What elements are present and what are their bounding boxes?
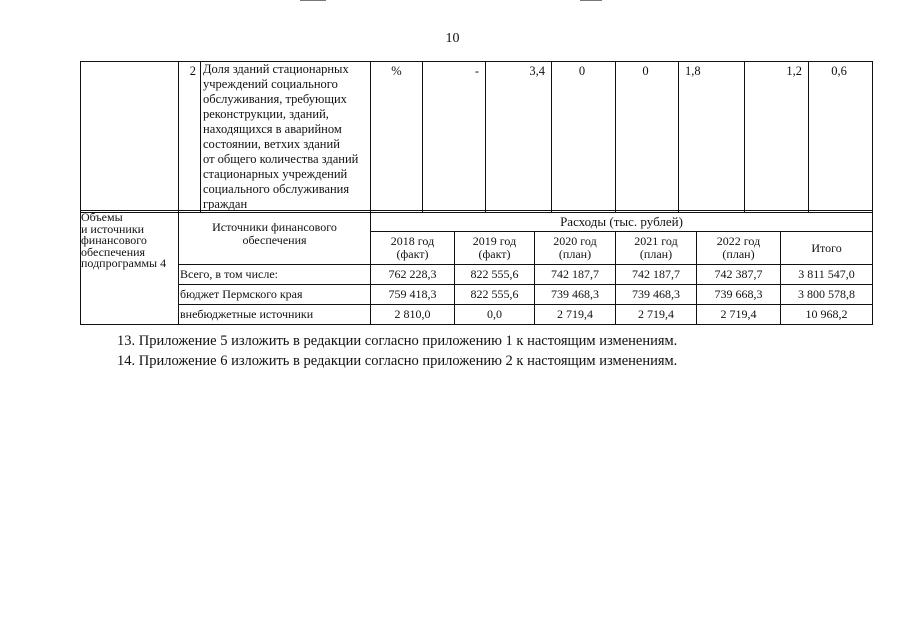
column-header: 2018 год (факт) xyxy=(371,232,455,265)
table-cell: 3 800 578,8 xyxy=(781,285,873,305)
table-cell: 822 555,6 xyxy=(455,285,535,305)
column-header: 2020 год (план) xyxy=(535,232,616,265)
indicator-value: 3,4 xyxy=(486,62,552,213)
indicator-value: 0 xyxy=(552,62,616,213)
table-cell: 742 387,7 xyxy=(697,265,781,285)
indicator-value: 0 xyxy=(616,62,679,213)
table-cell: 2 719,4 xyxy=(616,305,697,325)
indicator-value: 1,8 xyxy=(679,62,745,213)
table-cell: 0,0 xyxy=(455,305,535,325)
source-name: внебюджетные источники xyxy=(179,305,371,325)
source-name: Всего, в том числе: xyxy=(179,265,371,285)
finance-header-row xyxy=(81,211,873,232)
empty-label-cell xyxy=(81,62,179,213)
sources-header: Источники финансового обеспечения xyxy=(179,211,371,265)
finance-row-label: Объемы и источники финансового обеспечения подпрограммы 4 xyxy=(81,211,179,325)
table-cell: 822 555,6 xyxy=(455,265,535,285)
table-row xyxy=(81,305,873,325)
table-cell: 739 468,3 xyxy=(616,285,697,305)
table-cell: 10 968,2 xyxy=(781,305,873,325)
table-cell: 762 228,3 xyxy=(371,265,455,285)
page-number: 10 xyxy=(445,31,460,46)
table-cell: 759 418,3 xyxy=(371,285,455,305)
table-cell: 742 187,7 xyxy=(616,265,697,285)
top-edge-mark-left xyxy=(300,0,326,1)
paragraph-14: 14. Приложение 6 изложить в редакции согласно приложению 2 к настоящим изменениям. xyxy=(117,353,678,369)
row-number: 2 xyxy=(179,62,201,213)
indicator-value: 1,2 xyxy=(745,62,809,213)
finance-table xyxy=(80,210,873,325)
source-name: бюджет Пермского края xyxy=(179,285,371,305)
indicator-table xyxy=(80,61,873,213)
table-cell: 739 468,3 xyxy=(535,285,616,305)
column-header: 2022 год (план) xyxy=(697,232,781,265)
table-cell: 742 187,7 xyxy=(535,265,616,285)
indicator-description: Доля зданий стационарных учреждений социального обслуживания, требующих реконструкции, зданий, находящихся в аварийном состоянии, ветхих зданий от общего количества зданий стационарных учреждений социального обслуживания граждан xyxy=(201,62,371,213)
table-row xyxy=(81,285,873,305)
table-cell: 2 810,0 xyxy=(371,305,455,325)
paragraph-13: 13. Приложение 5 изложить в редакции согласно приложению 1 к настоящим изменениям. xyxy=(117,333,678,349)
indicator-value: 0,6 xyxy=(809,62,873,213)
table-row xyxy=(81,265,873,285)
table-cell: 739 668,3 xyxy=(697,285,781,305)
table-cell: 2 719,4 xyxy=(535,305,616,325)
column-header: 2021 год (план) xyxy=(616,232,697,265)
table-cell: 3 811 547,0 xyxy=(781,265,873,285)
indicator-unit: % xyxy=(371,62,423,213)
top-edge-mark-right xyxy=(580,0,602,1)
expenses-header: Расходы (тыс. рублей) xyxy=(371,211,873,232)
indicator-row xyxy=(81,62,873,213)
column-header: 2019 год (факт) xyxy=(455,232,535,265)
table-cell: 2 719,4 xyxy=(697,305,781,325)
column-header: Итого xyxy=(781,232,873,265)
indicator-value: - xyxy=(423,62,486,213)
